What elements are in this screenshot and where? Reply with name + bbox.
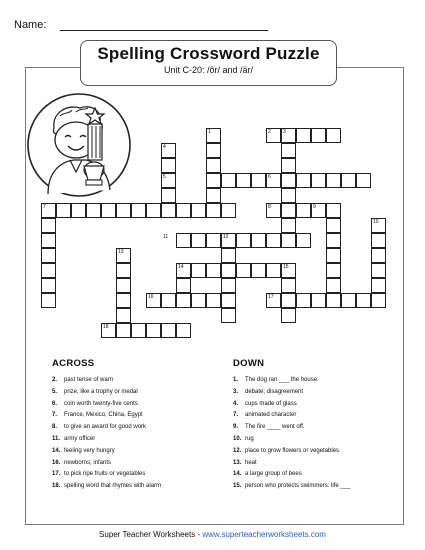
crossword-cell[interactable] xyxy=(326,233,341,248)
clue-number: 7. xyxy=(233,412,239,419)
crossword-cell[interactable] xyxy=(281,173,296,188)
down-clues xyxy=(233,358,350,493)
clue-number: 14. xyxy=(52,447,61,454)
crossword-cell[interactable] xyxy=(356,173,371,188)
crossword-cell[interactable] xyxy=(281,158,296,173)
crossword-cell[interactable] xyxy=(281,308,296,323)
clue-text: to pick ripe fruits or vegetables xyxy=(64,471,146,478)
crossword-cell[interactable] xyxy=(281,278,296,293)
crossword-cell[interactable] xyxy=(206,263,221,278)
crossword-cell[interactable] xyxy=(281,143,296,158)
clue-text: newborns; infants xyxy=(64,459,112,466)
clue-number: 18. xyxy=(52,483,61,490)
clue-text: cups made of glass xyxy=(245,400,297,407)
clue-text: a large group of bees xyxy=(245,471,302,478)
crossword-cell[interactable] xyxy=(281,218,296,233)
down-clue xyxy=(233,481,350,493)
across-clue xyxy=(52,375,161,387)
crossword-cell[interactable] xyxy=(206,173,221,188)
down-heading: DOWN xyxy=(233,358,265,369)
crossword-cell[interactable] xyxy=(86,203,101,218)
down-clue xyxy=(233,375,350,387)
across-clue xyxy=(52,422,161,434)
clue-number: 5. xyxy=(52,388,58,395)
clue-text: animated character xyxy=(245,412,297,419)
grid-number: 1 xyxy=(208,128,211,135)
grid-number: 8 xyxy=(268,203,271,210)
clue-text: person who protects swimmers: life ___ xyxy=(245,483,351,490)
clue-text: to give an award for good work xyxy=(64,424,147,431)
crossword-cell[interactable] xyxy=(356,293,371,308)
crossword-cell[interactable] xyxy=(326,203,341,218)
clue-number: 7. xyxy=(52,412,58,419)
crossword-cell[interactable] xyxy=(71,203,86,218)
grid-number: 14 xyxy=(178,263,184,270)
clue-number: 9. xyxy=(233,424,239,431)
across-heading: ACROSS xyxy=(52,358,95,369)
crossword-cell[interactable] xyxy=(161,188,176,203)
crossword-cell[interactable] xyxy=(206,203,221,218)
crossword-cell[interactable] xyxy=(191,233,206,248)
crossword-cell[interactable] xyxy=(131,323,146,338)
clue-number: 10. xyxy=(233,435,242,442)
title-box xyxy=(80,40,337,86)
crossword-cell[interactable] xyxy=(206,158,221,173)
crossword-cell[interactable] xyxy=(161,323,176,338)
clue-number: 8. xyxy=(52,424,58,431)
crossword-cell[interactable] xyxy=(326,278,341,293)
crossword-cell[interactable] xyxy=(296,293,311,308)
crossword-cell[interactable] xyxy=(311,128,326,143)
clue-number: 11. xyxy=(52,435,61,442)
crossword-cell[interactable] xyxy=(206,233,221,248)
crossword-cell[interactable] xyxy=(191,293,206,308)
crossword-cell[interactable] xyxy=(116,323,131,338)
crossword-cell[interactable] xyxy=(41,218,56,233)
down-clue xyxy=(233,399,350,411)
crossword-cell[interactable] xyxy=(116,293,131,308)
across-clues xyxy=(52,358,161,493)
crossword-cell[interactable] xyxy=(221,248,236,263)
crossword-cell[interactable] xyxy=(101,203,116,218)
down-clue xyxy=(233,410,350,422)
crossword-cell[interactable] xyxy=(236,173,251,188)
clue-number: 14. xyxy=(233,471,242,478)
across-clue xyxy=(52,434,161,446)
crossword-cell[interactable] xyxy=(146,323,161,338)
crossword-cell[interactable] xyxy=(161,158,176,173)
footer xyxy=(0,530,425,539)
crossword-cell[interactable] xyxy=(206,143,221,158)
child-holding-trophy-icon xyxy=(26,92,132,198)
across-clue xyxy=(52,446,161,458)
clue-text: spelling word that rhymes with alarm xyxy=(64,483,162,490)
crossword-cell[interactable] xyxy=(326,263,341,278)
crossword-cell[interactable] xyxy=(191,203,206,218)
crossword-cell[interactable] xyxy=(41,293,56,308)
crossword-cell[interactable] xyxy=(296,173,311,188)
crossword-cell[interactable] xyxy=(41,233,56,248)
clue-text: debate; disagreement xyxy=(245,388,304,395)
crossword-cell[interactable] xyxy=(221,263,236,278)
grid-number: 16 xyxy=(148,293,154,300)
crossword-cell[interactable] xyxy=(371,278,386,293)
crossword-cell[interactable] xyxy=(191,263,206,278)
clue-number: 4. xyxy=(233,400,239,407)
clue-text: place to grow flowers or vegetables xyxy=(245,447,340,454)
crossword-cell[interactable] xyxy=(281,203,296,218)
crossword-cell[interactable] xyxy=(326,248,341,263)
clue-number: 17. xyxy=(52,471,61,478)
crossword-cell[interactable] xyxy=(146,203,161,218)
down-clue xyxy=(233,434,350,446)
grid-number: 15 xyxy=(283,263,289,270)
crossword-cell[interactable] xyxy=(326,293,341,308)
clue-number: 13. xyxy=(233,459,242,466)
crossword-cell[interactable] xyxy=(221,173,236,188)
clue-text: army officer xyxy=(64,435,96,442)
crossword-cell[interactable] xyxy=(116,263,131,278)
crossword-cell[interactable] xyxy=(281,233,296,248)
clue-text: coin worth twenty-five cents xyxy=(64,400,138,407)
clue-number: 3. xyxy=(233,388,239,395)
crossword-cell[interactable] xyxy=(281,293,296,308)
crossword-cell[interactable] xyxy=(296,203,311,218)
down-clue xyxy=(233,422,350,434)
clue-number: 6. xyxy=(52,400,58,407)
crossword-cell[interactable] xyxy=(206,293,221,308)
clue-number: 12. xyxy=(233,447,242,454)
crossword-cell[interactable] xyxy=(371,233,386,248)
crossword-cell[interactable] xyxy=(176,323,191,338)
across-clue xyxy=(52,387,161,399)
name-line[interactable] xyxy=(60,30,268,31)
crossword-cell[interactable] xyxy=(371,263,386,278)
crossword-cell[interactable] xyxy=(41,263,56,278)
grid-number: 18 xyxy=(103,323,109,330)
crossword-cell[interactable] xyxy=(116,278,131,293)
clue-text: rug xyxy=(245,435,254,442)
down-clue xyxy=(233,387,350,399)
crossword-cell[interactable] xyxy=(176,278,191,293)
crossword-cell[interactable] xyxy=(176,203,191,218)
crossword-cell[interactable] xyxy=(41,278,56,293)
crossword-cell[interactable] xyxy=(56,203,71,218)
crossword-cell[interactable] xyxy=(116,203,131,218)
clue-text: The dog ran ___ the house. xyxy=(245,377,319,383)
crossword-cell[interactable] xyxy=(251,173,266,188)
crossword-cell[interactable] xyxy=(221,308,236,323)
crossword-cell[interactable] xyxy=(311,293,326,308)
crossword-cell[interactable] xyxy=(251,263,266,278)
crossword-cell[interactable] xyxy=(296,128,311,143)
grid-number: 17 xyxy=(268,293,274,300)
clue-text: The fire ____ went off. xyxy=(245,424,305,431)
crossword-cell[interactable] xyxy=(236,233,251,248)
grid-number: 9 xyxy=(313,203,316,210)
grid-number: 11 xyxy=(163,233,169,240)
across-clue xyxy=(52,469,161,481)
across-clue xyxy=(52,458,161,470)
clue-text: prize, like a trophy or medal xyxy=(64,388,138,395)
across-clue xyxy=(52,410,161,422)
crossword-cell[interactable] xyxy=(341,293,356,308)
footer-url[interactable]: www.superteacherworksheets.com xyxy=(202,530,326,539)
crossword-cell[interactable] xyxy=(176,233,191,248)
page-title: Spelling Crossword Puzzle xyxy=(97,44,320,63)
crossword-cell[interactable] xyxy=(41,248,56,263)
crossword-cell[interactable] xyxy=(236,263,251,278)
page-subtitle: Unit C-20: /ôr/ and /är/ xyxy=(163,65,254,75)
crossword-cell[interactable] xyxy=(116,308,131,323)
crossword-cell[interactable] xyxy=(296,233,311,248)
grid-number: 10 xyxy=(373,218,379,225)
grid-number: 13 xyxy=(118,248,124,255)
crossword-cell[interactable] xyxy=(371,248,386,263)
clue-number: 2. xyxy=(52,377,58,383)
crossword-cell[interactable] xyxy=(131,203,146,218)
crossword-cell[interactable] xyxy=(161,293,176,308)
crossword-cell[interactable] xyxy=(266,233,281,248)
crossword-cell[interactable] xyxy=(221,293,236,308)
crossword-cell[interactable] xyxy=(341,173,356,188)
crossword-cell[interactable] xyxy=(311,173,326,188)
grid-number: 4 xyxy=(163,143,166,150)
crossword-cell[interactable] xyxy=(326,128,341,143)
down-clue xyxy=(233,446,350,458)
down-clue xyxy=(233,458,350,470)
crossword-cell[interactable] xyxy=(161,203,176,218)
grid-number: 3 xyxy=(283,128,286,135)
grid-number: 7 xyxy=(43,203,46,210)
grid-number: 12 xyxy=(223,233,229,240)
clue-text: past tense of warn xyxy=(64,377,114,383)
grid-number: 2 xyxy=(268,128,271,135)
grid-number: 6 xyxy=(268,173,271,180)
clue-number: 1. xyxy=(233,377,239,383)
crossword-cell[interactable] xyxy=(251,233,266,248)
crossword-cell[interactable] xyxy=(326,218,341,233)
clue-text: feeling very hungry xyxy=(64,447,115,454)
clue-text: heat xyxy=(245,459,257,466)
crossword-cell[interactable] xyxy=(221,203,236,218)
crossword-cell[interactable] xyxy=(326,173,341,188)
clue-number: 15. xyxy=(233,483,242,490)
across-clue xyxy=(52,481,161,493)
grid-number: 5 xyxy=(163,173,166,180)
clue-text: France, Mexico, China, Egypt xyxy=(64,412,143,419)
name-label: Name: xyxy=(14,19,47,31)
crossword-cell[interactable] xyxy=(266,263,281,278)
crossword-cell[interactable] xyxy=(221,278,236,293)
clue-number: 16. xyxy=(52,459,61,466)
down-clue xyxy=(233,469,350,481)
footer-prefix: Super Teacher Worksheets - xyxy=(99,530,203,539)
crossword-cell[interactable] xyxy=(206,188,221,203)
across-clue xyxy=(52,399,161,411)
crossword-cell[interactable] xyxy=(371,293,386,308)
crossword-cell[interactable] xyxy=(176,293,191,308)
crossword-cell[interactable] xyxy=(281,188,296,203)
